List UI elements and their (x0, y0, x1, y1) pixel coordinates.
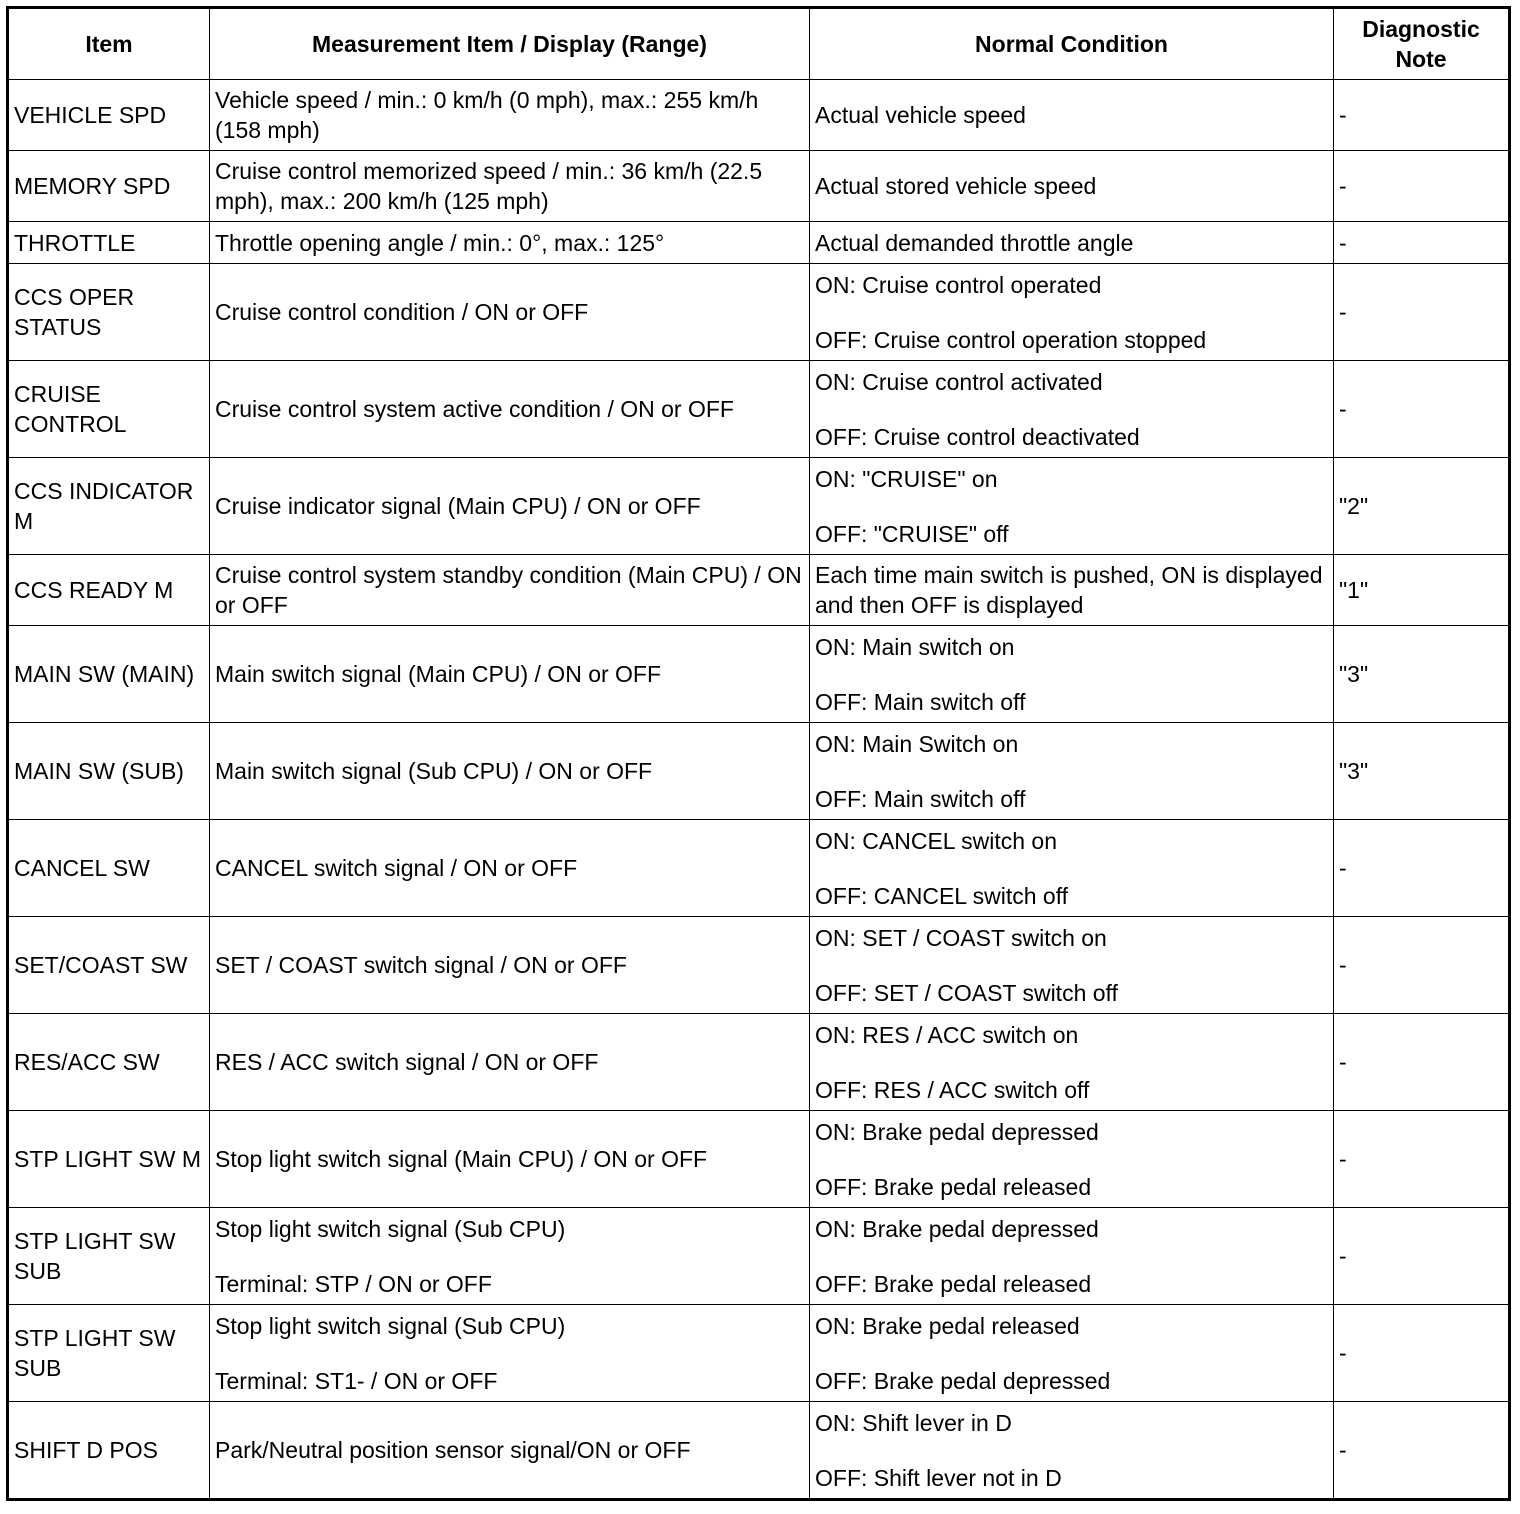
table-row (8, 626, 1510, 723)
cell-item: STP LIGHT SW M (8, 1111, 210, 1208)
condition-line: OFF: SET / COAST switch off (815, 979, 1118, 1006)
header-diagnostic-note: Diagnostic Note (1334, 8, 1510, 80)
table-row (8, 917, 1510, 1014)
condition-line: OFF: Brake pedal depressed (815, 1367, 1111, 1394)
header-measurement: Measurement Item / Display (Range) (210, 8, 810, 80)
measurement-line: Cruise control system standby condition (Main CPU) / ON or OFF (215, 562, 802, 618)
cell-measurement (210, 222, 810, 264)
condition-line: ON: Cruise control operated (815, 271, 1102, 298)
cell-note: - (1334, 1111, 1510, 1208)
cell-measurement (210, 1305, 810, 1402)
cell-condition (810, 1208, 1334, 1305)
condition-line: OFF: Cruise control operation stopped (815, 326, 1207, 353)
cell-note: "1" (1334, 555, 1510, 626)
cell-note: "2" (1334, 458, 1510, 555)
data-monitor-table (6, 6, 1511, 1501)
measurement-line: Cruise control condition / ON or OFF (215, 299, 589, 325)
cell-measurement (210, 458, 810, 555)
cell-condition (810, 264, 1334, 361)
cell-note: "3" (1334, 626, 1510, 723)
cell-condition (810, 1305, 1334, 1402)
cell-condition (810, 820, 1334, 917)
cell-note: - (1334, 264, 1510, 361)
condition-line: ON: Shift lever in D (815, 1409, 1012, 1436)
cell-measurement (210, 626, 810, 723)
cell-item: CCS READY M (8, 555, 210, 626)
cell-measurement (210, 917, 810, 1014)
condition-line: OFF: Brake pedal released (815, 1270, 1092, 1297)
cell-note: - (1334, 151, 1510, 222)
cell-condition (810, 151, 1334, 222)
cell-item: SET/COAST SW (8, 917, 210, 1014)
cell-item: CANCEL SW (8, 820, 210, 917)
table-row (8, 264, 1510, 361)
measurement-line: Terminal: STP / ON or OFF (215, 1270, 492, 1297)
measurement-line: Terminal: ST1- / ON or OFF (215, 1367, 498, 1394)
condition-line: ON: Brake pedal released (815, 1312, 1080, 1339)
condition-line: ON: RES / ACC switch on (815, 1021, 1079, 1048)
cell-condition (810, 1402, 1334, 1500)
cell-note: - (1334, 917, 1510, 1014)
cell-condition (810, 723, 1334, 820)
header-row (8, 8, 1510, 80)
cell-item: THROTTLE (8, 222, 210, 264)
condition-line: ON: Main switch on (815, 633, 1015, 660)
condition-line: ON: Brake pedal depressed (815, 1215, 1099, 1242)
measurement-line: Main switch signal (Main CPU) / ON or OFF (215, 661, 662, 687)
cell-condition (810, 1111, 1334, 1208)
cell-measurement (210, 1014, 810, 1111)
measurement-line: Cruise control system active condition / ON or OFF (215, 396, 734, 422)
cell-measurement (210, 361, 810, 458)
cell-condition (810, 1014, 1334, 1111)
cell-note: "3" (1334, 723, 1510, 820)
cell-note: - (1334, 222, 1510, 264)
cell-measurement (210, 723, 810, 820)
cell-condition (810, 80, 1334, 151)
table-row (8, 222, 1510, 264)
condition-line: ON: SET / COAST switch on (815, 924, 1107, 951)
cell-item: SHIFT D POS (8, 1402, 210, 1500)
table-row (8, 1305, 1510, 1402)
measurement-line: Throttle opening angle / min.: 0°, max.: 125° (215, 229, 665, 256)
condition-line: OFF: RES / ACC switch off (815, 1076, 1090, 1103)
cell-note: - (1334, 820, 1510, 917)
table-row (8, 80, 1510, 151)
table-row (8, 723, 1510, 820)
condition-line: OFF: Main switch off (815, 688, 1026, 715)
table-row (8, 1111, 1510, 1208)
cell-measurement (210, 555, 810, 626)
cell-measurement (210, 1111, 810, 1208)
measurement-line: CANCEL switch signal / ON or OFF (215, 855, 578, 881)
cell-measurement (210, 1208, 810, 1305)
table-row (8, 1014, 1510, 1111)
cell-note: - (1334, 1402, 1510, 1500)
table-row (8, 555, 1510, 626)
cell-item: CCS INDICATOR M (8, 458, 210, 555)
cell-condition (810, 222, 1334, 264)
cell-measurement (210, 1402, 810, 1500)
condition-line: ON: Cruise control activated (815, 368, 1103, 395)
measurement-line: Cruise indicator signal (Main CPU) / ON or OFF (215, 493, 701, 519)
cell-condition (810, 917, 1334, 1014)
condition-line: ON: "CRUISE" on (815, 465, 998, 492)
condition-line: OFF: Brake pedal released (815, 1173, 1092, 1200)
cell-note: - (1334, 80, 1510, 151)
measurement-line: Stop light switch signal (Main CPU) / ON or OFF (215, 1146, 708, 1172)
cell-measurement (210, 151, 810, 222)
measurement-line: Cruise control memorized speed / min.: 36 km/h (22.5 mph), max.: 200 km/h (125 mph) (215, 158, 763, 214)
condition-line: Actual vehicle speed (815, 102, 1026, 128)
table-row (8, 361, 1510, 458)
header-item: Item (8, 8, 210, 80)
condition-line: ON: CANCEL switch on (815, 827, 1057, 854)
cell-item: MAIN SW (SUB) (8, 723, 210, 820)
condition-line: Actual stored vehicle speed (815, 173, 1097, 199)
condition-line: OFF: Main switch off (815, 785, 1026, 812)
measurement-line: Stop light switch signal (Sub CPU) (215, 1215, 566, 1242)
measurement-line: Stop light switch signal (Sub CPU) (215, 1312, 566, 1339)
cell-item: CCS OPER STATUS (8, 264, 210, 361)
cell-condition (810, 626, 1334, 723)
condition-line: OFF: "CRUISE" off (815, 520, 1009, 547)
condition-line: Each time main switch is pushed, ON is displayed and then OFF is displayed (815, 562, 1323, 618)
condition-line: OFF: Cruise control deactivated (815, 423, 1140, 450)
condition-line: OFF: Shift lever not in D (815, 1464, 1062, 1491)
cell-note: - (1334, 1014, 1510, 1111)
cell-measurement (210, 820, 810, 917)
cell-note: - (1334, 1208, 1510, 1305)
condition-line: ON: Brake pedal depressed (815, 1118, 1099, 1145)
table-row (8, 820, 1510, 917)
cell-measurement (210, 264, 810, 361)
cell-measurement (210, 80, 810, 151)
measurement-line: Park/Neutral position sensor signal/ON or OFF (215, 1437, 691, 1463)
measurement-line: RES / ACC switch signal / ON or OFF (215, 1049, 599, 1075)
cell-condition (810, 361, 1334, 458)
cell-item: VEHICLE SPD (8, 80, 210, 151)
table-row (8, 1208, 1510, 1305)
condition-line: Actual demanded throttle angle (815, 229, 1134, 256)
condition-line: OFF: CANCEL switch off (815, 882, 1069, 909)
cell-note: - (1334, 1305, 1510, 1402)
condition-line: ON: Main Switch on (815, 730, 1019, 757)
cell-item: MAIN SW (MAIN) (8, 626, 210, 723)
cell-item: STP LIGHT SW SUB (8, 1305, 210, 1402)
measurement-line: Main switch signal (Sub CPU) / ON or OFF (215, 758, 653, 784)
table-row (8, 1402, 1510, 1500)
measurement-line: SET / COAST switch signal / ON or OFF (215, 952, 627, 978)
cell-item: STP LIGHT SW SUB (8, 1208, 210, 1305)
table-row (8, 458, 1510, 555)
cell-item: RES/ACC SW (8, 1014, 210, 1111)
header-normal-condition: Normal Condition (810, 8, 1334, 80)
cell-note: - (1334, 361, 1510, 458)
table-row (8, 151, 1510, 222)
cell-item: MEMORY SPD (8, 151, 210, 222)
cell-condition (810, 458, 1334, 555)
cell-condition (810, 555, 1334, 626)
measurement-line: Vehicle speed / min.: 0 km/h (0 mph), max.: 255 km/h (158 mph) (215, 87, 759, 143)
cell-item: CRUISE CONTROL (8, 361, 210, 458)
